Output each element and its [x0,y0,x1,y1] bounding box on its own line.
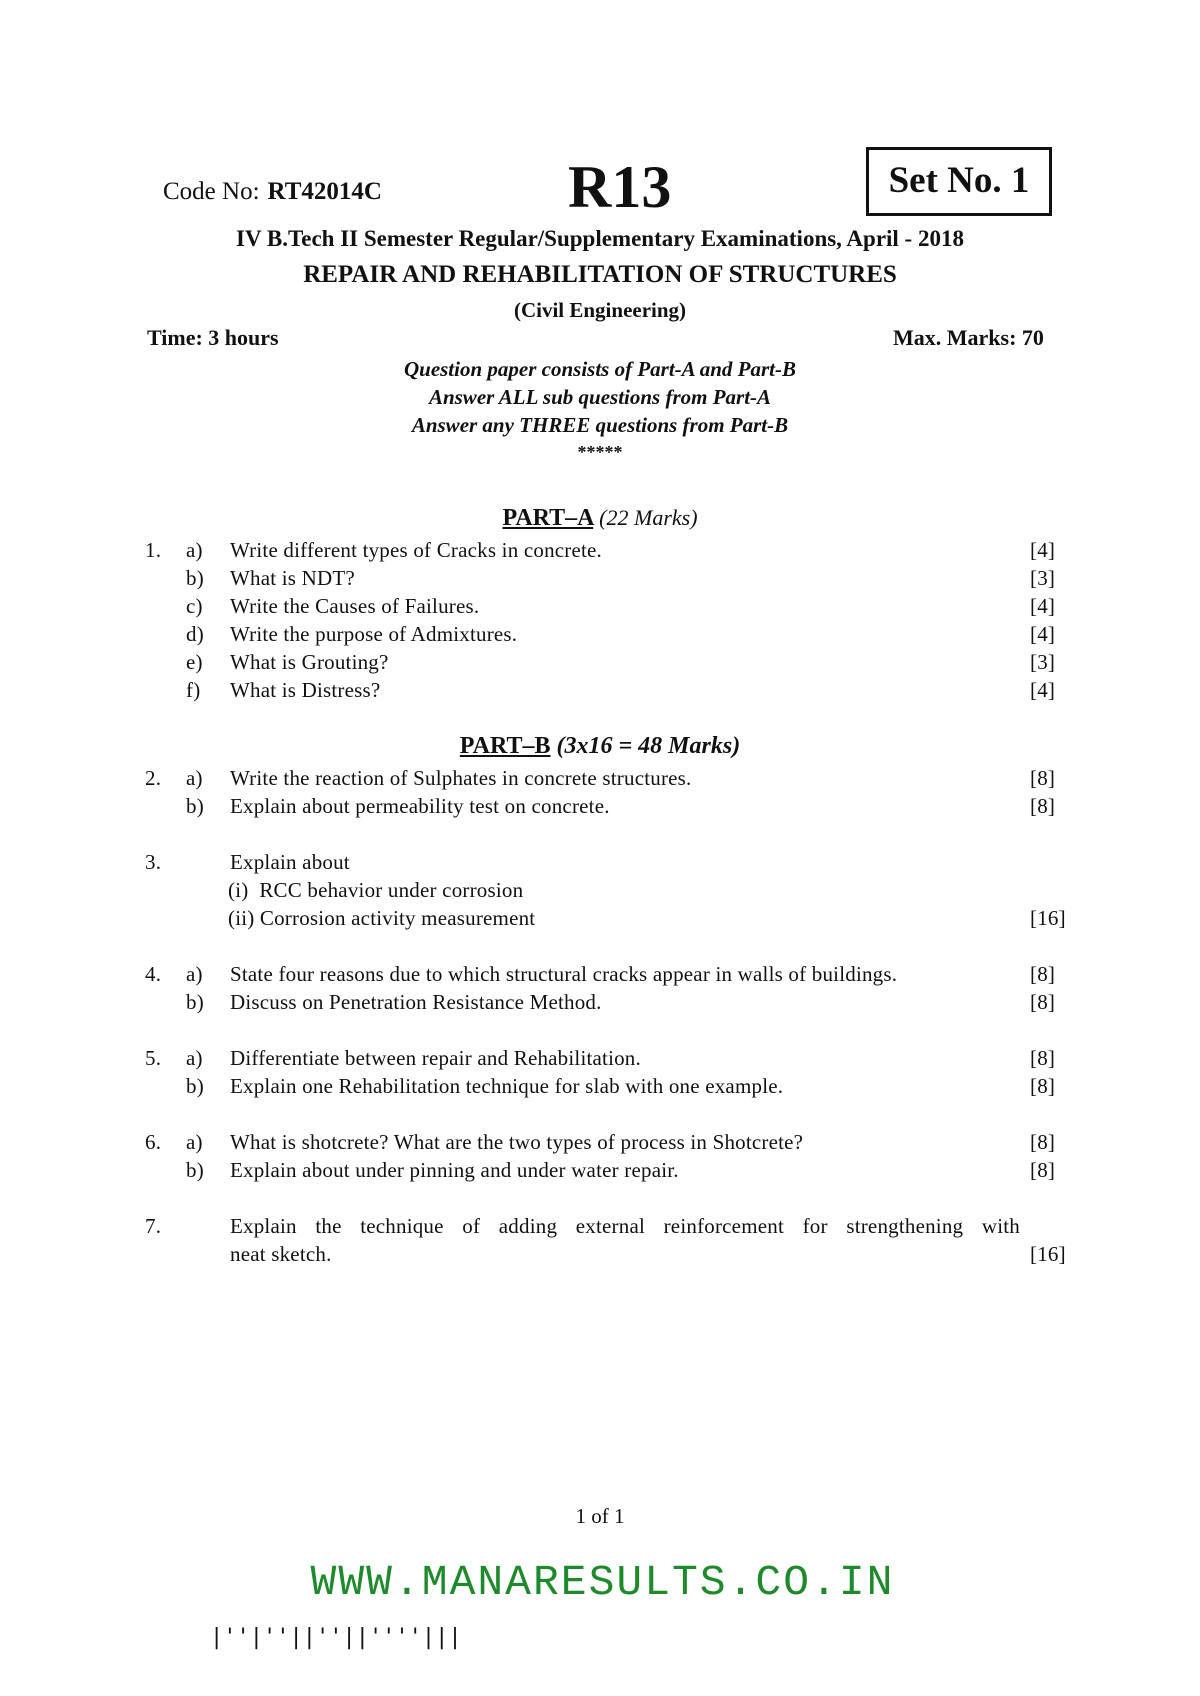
sub-question-letter: a) [186,1046,203,1070]
code-value: RT42014C [267,178,382,205]
sub-question-text: What is shotcrete? What are the two types of process in Shotcrete? [230,1130,804,1154]
sub-question-letter: a) [186,962,203,986]
question-number: 1. [145,538,162,562]
question-subpart: (ii) Corrosion activity measurement [228,906,536,930]
sub-question-marks: [3] [1030,566,1056,590]
sub-question-marks: [8] [1030,766,1056,790]
question-subpart: (i) RCC behavior under corrosion [228,878,524,902]
question-marks: [16] [1030,1242,1066,1266]
subject-title: REPAIR AND REHABILITATION OF STRUCTURES [303,261,897,288]
page-number: 1 of 1 [575,1504,625,1528]
watermark: WWW.MANARESULTS.CO.IN [310,1558,895,1607]
sub-question-letter: d) [186,622,204,646]
instruction-line: Answer any THREE questions from Part-B [411,413,789,437]
sub-question-text: Explain about under pinning and under water repair. [230,1158,679,1182]
sub-question-letter: c) [186,594,203,618]
sub-question-text: Write the reaction of Sulphates in concrete structures. [230,766,692,790]
sub-question-marks: [8] [1030,990,1056,1014]
max-marks-label: Max. Marks: 70 [893,325,1044,350]
exam-title: IV B.Tech II Semester Regular/Supplementary Examinations, April - 2018 [236,226,964,251]
instruction-line: Answer ALL sub questions from Part-A [428,385,772,409]
sub-question-text: Write the Causes of Failures. [230,594,480,618]
sub-question-letter: b) [186,566,204,590]
part-b-heading [0,733,1200,760]
sub-question-text: Discuss on Penetration Resistance Method. [230,990,602,1014]
sub-question-text: Explain about permeability test on concrete. [230,794,610,818]
sub-question-text: Write different types of Cracks in concrete. [230,538,603,562]
sub-question-marks: [8] [1030,794,1056,818]
sub-question-text: Explain one Rehabilitation technique for slab with one example. [230,1074,784,1098]
sub-question-text: What is Grouting? [230,650,389,674]
sub-question-letter: b) [186,1158,204,1182]
code-label: Code No: [163,178,260,205]
question-text: Explain about [230,850,350,874]
sub-question-marks: [8] [1030,1130,1056,1154]
department: (Civil Engineering) [513,298,687,322]
separator-stars: ***** [577,442,623,462]
sub-question-letter: a) [186,538,203,562]
sub-question-text: Write the purpose of Admixtures. [230,622,518,646]
sub-question-letter: b) [186,1074,204,1098]
sub-question-marks: [3] [1030,650,1056,674]
part-a-title: PART–A [502,505,594,531]
sub-question-text: What is NDT? [230,566,355,590]
sub-question-text: Differentiate between repair and Rehabilitation. [230,1046,641,1070]
sub-question-marks: [4] [1030,538,1056,562]
part-a-heading [0,505,1200,532]
sub-question-text: State four reasons due to which structural cracks appear in walls of buildings. [230,962,898,986]
sub-question-letter: b) [186,990,204,1014]
question-number: 2. [145,766,162,790]
sub-question-letter: b) [186,794,204,818]
sub-question-marks: [4] [1030,622,1056,646]
sub-question-marks: [4] [1030,594,1056,618]
question-marks: [16] [1030,906,1066,930]
sub-question-marks: [8] [1030,1046,1056,1070]
sub-question-marks: [4] [1030,678,1056,702]
sub-question-marks: [8] [1030,1074,1056,1098]
part-b-marks: (3x16 = 48 Marks) [556,733,741,759]
sub-question-marks: [8] [1030,962,1056,986]
regulation-label: R13 [568,154,672,220]
question-text: Explain the technique of adding external reinforcement for strengthening with [230,1214,1020,1238]
instruction-line: Question paper consists of Part-A and Part-B [403,357,797,381]
part-b-title: PART–B [459,733,551,759]
question-number: 7. [145,1214,162,1238]
sub-question-marks: [8] [1030,1158,1056,1182]
set-number-box: Set No. 1 [866,147,1052,216]
question-number: 6. [145,1130,162,1154]
sub-question-letter: f) [186,678,201,702]
time-label: Time: 3 hours [147,325,279,350]
sub-question-letter: a) [186,766,203,790]
code-number [163,178,382,206]
barcode: |''|''||''||''''||| [210,1625,462,1650]
question-number: 3. [145,850,162,874]
question-number: 5. [145,1046,162,1070]
question-text: neat sketch. [230,1242,332,1266]
sub-question-text: What is Distress? [230,678,381,702]
question-number: 4. [145,962,162,986]
sub-question-letter: e) [186,650,203,674]
part-a-marks: (22 Marks) [599,505,698,530]
sub-question-letter: a) [186,1130,203,1154]
